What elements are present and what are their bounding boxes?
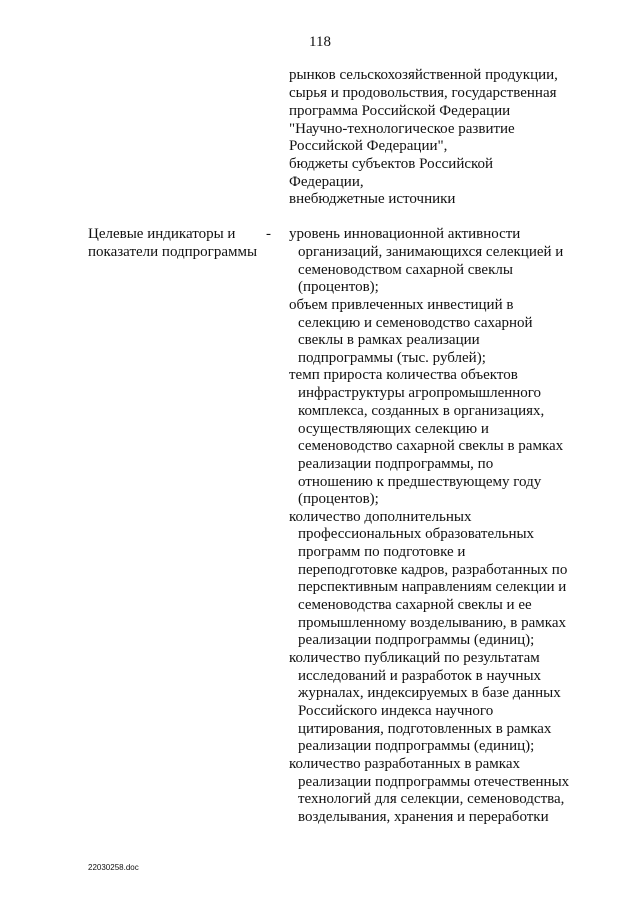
indicator-line: организаций, занимающихся селекцией и bbox=[298, 244, 564, 260]
indicator-line: программ по подготовке и bbox=[298, 544, 466, 560]
text-line: программа Российской Федерации bbox=[289, 103, 511, 119]
label-dash: - bbox=[266, 226, 271, 242]
text-line: Российской Федерации", bbox=[289, 138, 448, 154]
indicator-line: объем привлеченных инвестиций в bbox=[289, 297, 514, 313]
indicator-line: (процентов); bbox=[298, 491, 379, 507]
text-line: бюджеты субъектов Российской bbox=[289, 156, 494, 172]
indicator-line: свеклы в рамках реализации bbox=[298, 332, 480, 348]
indicator-line: семеноводством сахарной свеклы bbox=[298, 262, 513, 278]
indicator-line: подпрограммы (тыс. рублей); bbox=[298, 350, 486, 366]
indicator-line: семеноводство сахарной свеклы в рамках bbox=[298, 438, 564, 454]
text-line: Федерации, bbox=[289, 174, 364, 190]
indicator-line: Российского индекса научного bbox=[298, 703, 494, 719]
section-label-line: Целевые индикаторы и bbox=[88, 226, 236, 242]
indicator-line: промышленному возделыванию, в рамках bbox=[298, 615, 567, 631]
text-line: "Научно-технологическое развитие bbox=[289, 121, 515, 137]
section-label-line: показатели подпрограммы bbox=[88, 244, 258, 260]
indicator-line: технологий для селекции, семеноводства, bbox=[298, 791, 565, 807]
indicator-line: уровень инновационной активности bbox=[289, 226, 521, 242]
indicator-line: цитирования, подготовленных в рамках bbox=[298, 721, 552, 737]
document-footer-filename: 22030258.doc bbox=[88, 863, 139, 872]
indicator-line: (процентов); bbox=[298, 279, 379, 295]
indicator-line: реализации подпрограммы отечественных bbox=[298, 774, 570, 790]
indicator-line: реализации подпрограммы (единиц); bbox=[298, 738, 535, 754]
indicator-line: инфраструктуры агропромышленного bbox=[298, 385, 542, 401]
indicator-line: профессиональных образовательных bbox=[298, 526, 535, 542]
indicator-line: темп прироста количества объектов bbox=[289, 367, 518, 383]
indicator-line: отношению к предшествующему году bbox=[298, 474, 542, 490]
indicator-line: осуществляющих селекцию и bbox=[298, 421, 489, 437]
indicator-line: исследований и разработок в научных bbox=[298, 668, 542, 684]
text-line: рынков сельскохозяйственной продукции, bbox=[289, 67, 558, 83]
indicator-line: возделывания, хранения и переработки bbox=[298, 809, 549, 825]
text-line: внебюджетные источники bbox=[289, 191, 456, 207]
indicator-line: перспективным направлениям селекции и bbox=[298, 579, 567, 595]
indicator-line: реализации подпрограммы, по bbox=[298, 456, 494, 472]
indicator-line: количество разработанных в рамках bbox=[289, 756, 521, 772]
indicator-line: количество дополнительных bbox=[289, 509, 472, 525]
indicator-line: количество публикаций по результатам bbox=[289, 650, 540, 666]
indicator-line: переподготовке кадров, разработанных по bbox=[298, 562, 568, 578]
indicator-line: реализации подпрограммы (единиц); bbox=[298, 632, 535, 648]
indicator-line: журналах, индексируемых в базе данных bbox=[298, 685, 561, 701]
text-line: сырья и продовольствия, государственная bbox=[289, 85, 557, 101]
indicator-line: селекцию и семеноводство сахарной bbox=[298, 315, 533, 331]
page-number: 118 bbox=[309, 34, 331, 50]
indicator-line: комплекса, созданных в организациях, bbox=[298, 403, 545, 419]
indicator-line: семеноводства сахарной свеклы и ее bbox=[298, 597, 532, 613]
